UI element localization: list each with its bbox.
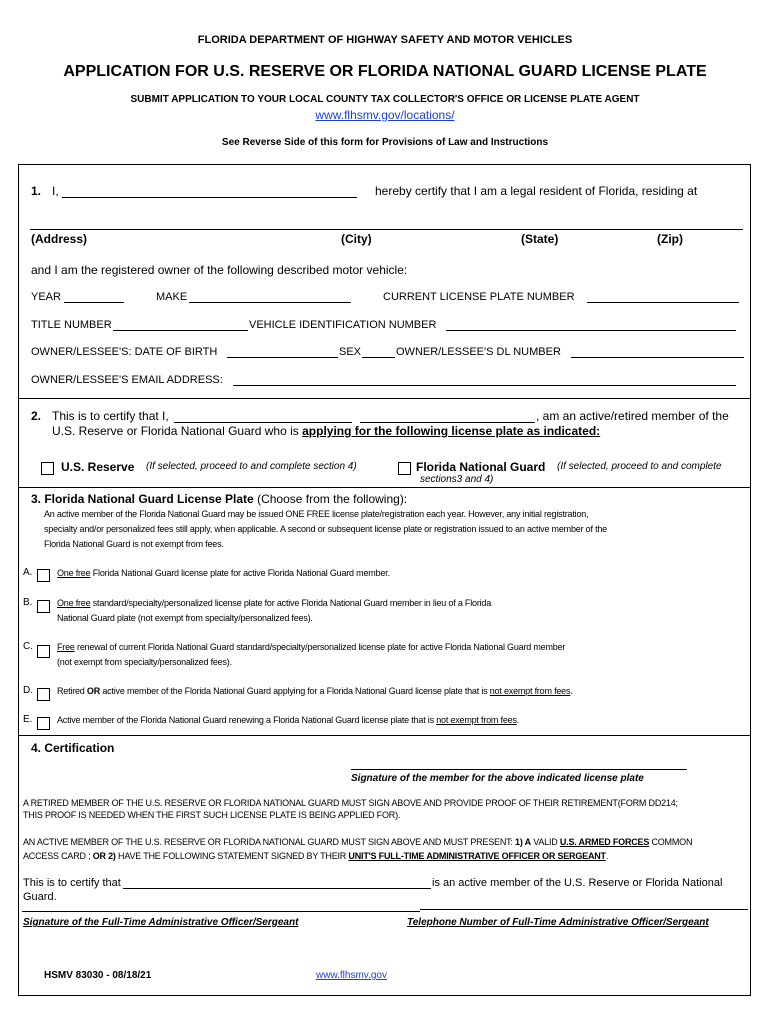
us-reserve-note: (If selected, proceed to and complete section 4) xyxy=(146,461,357,472)
current-plate-field[interactable] xyxy=(587,302,739,303)
section2-member-text: , am an active/retired member of the xyxy=(536,409,729,423)
residency-statement: hereby certify that I am a legal resident of Florida, residing at xyxy=(375,184,698,198)
option-a-checkbox[interactable] xyxy=(37,569,50,582)
section1-number: 1. xyxy=(31,184,42,198)
option-c-checkbox[interactable] xyxy=(37,645,50,658)
owner-statement: and I am the registered owner of the following described motor vehicle: xyxy=(31,263,408,277)
title-number-label: TITLE NUMBER xyxy=(31,319,112,331)
sex-label: SEX xyxy=(339,346,362,358)
fng-note-2: sections3 and 4) xyxy=(420,474,494,485)
title-number-field[interactable] xyxy=(113,330,248,331)
officer-signature-label: Signature of the Full-Time Administrative Officer/Sergeant xyxy=(23,917,299,928)
option-d-checkbox[interactable] xyxy=(37,688,50,701)
option-b-text-2: National Guard plate (not exempt from specialty/personalized fees). xyxy=(57,613,313,623)
option-b-letter: B. xyxy=(23,597,33,608)
dl-field[interactable] xyxy=(571,357,744,358)
dl-label: OWNER/LESSEE'S DL NUMBER xyxy=(396,346,561,358)
department-name: FLORIDA DEPARTMENT OF HIGHWAY SAFETY AND MOTOR VEHICLES xyxy=(197,34,573,46)
retired-instruction-1: A RETIRED MEMBER OF THE U.S. RESERVE OR FLORIDA NATIONAL GUARD MUST SIGN ABOVE AND PROVIDE PROOF OF THEIR RETIREMENT(FORM DD214; xyxy=(23,798,678,808)
member-signature-label: Signature of the member for the above indicated license plate xyxy=(351,773,644,784)
option-d-letter: D. xyxy=(23,685,33,696)
certified-member-field[interactable] xyxy=(123,888,431,889)
option-a-letter: A. xyxy=(23,567,33,578)
vin-label: VEHICLE IDENTIFICATION NUMBER xyxy=(249,319,437,331)
email-field[interactable] xyxy=(233,385,736,386)
us-reserve-label: U.S. Reserve xyxy=(61,460,135,474)
sex-field[interactable] xyxy=(362,357,395,358)
option-c-letter: C. xyxy=(23,641,33,652)
section3-heading: 3. Florida National Guard License Plate (Choose from the following): xyxy=(31,492,408,506)
section2-line2: U.S. Reserve or Florida National Guard who is applying for the following license plate as indicated: xyxy=(52,424,601,438)
active-instruction-1: AN ACTIVE MEMBER OF THE U.S. RESERVE OR FLORIDA NATIONAL GUARD MUST SIGN ABOVE AND MUST PRESENT: 1) A VALID U.S. ARMED FORCES COMMON xyxy=(23,837,693,847)
retired-instruction-2: THIS PROOF IS NEEDED WHEN THE FIRST SUCH LICENSE PLATE IS BEING APPLIED FOR). xyxy=(23,810,401,820)
fng-checkbox[interactable] xyxy=(398,462,411,475)
certify-label: This is to certify that xyxy=(23,877,121,889)
officer-telephone-field[interactable] xyxy=(420,909,748,910)
address-field[interactable] xyxy=(30,229,743,230)
current-plate-label: CURRENT LICENSE PLATE NUMBER xyxy=(383,291,575,303)
certify-statement: is an active member of the U.S. Reserve or Florida National xyxy=(432,877,723,889)
option-c-text-1: Free renewal of current Florida National Guard standard/specialty/personalized license plate for active Florida National Guard member xyxy=(57,642,566,652)
year-field[interactable] xyxy=(64,302,124,303)
address-label: (Address) xyxy=(31,232,88,246)
city-label: (City) xyxy=(341,232,372,246)
option-c-text-2: (not exempt from specialty/personalized fees). xyxy=(57,657,232,667)
section2-number: 2. xyxy=(31,409,42,423)
section3-intro-2: specialty and/or personalized fees still apply, when applicable. A second or subsequent license plate or registration issued to an active member of the xyxy=(44,524,607,534)
zip-label: (Zip) xyxy=(657,232,683,246)
form-title: APPLICATION FOR U.S. RESERVE OR FLORIDA NATIONAL GUARD LICENSE PLATE xyxy=(63,63,707,80)
make-label: MAKE xyxy=(156,291,188,303)
option-a-text: One free Florida National Guard license plate for active Florida National Guard member. xyxy=(57,568,390,578)
submit-instruction: SUBMIT APPLICATION TO YOUR LOCAL COUNTY TAX COLLECTOR'S OFFICE OR LICENSE PLATE AGENT xyxy=(130,94,640,105)
fng-note-1: (If selected, proceed to and complete xyxy=(557,461,722,472)
fng-label: Florida National Guard xyxy=(416,460,546,474)
option-b-text-1: One free standard/specialty/personalized license plate for active Florida National Guard member in lieu of a Florida xyxy=(57,598,492,608)
active-instruction-2: ACCESS CARD ; OR 2) HAVE THE FOLLOWING STATEMENT SIGNED BY THEIR UNIT'S FULL-TIME ADMINISTRATIVE OFFICER OR SERGEANT. xyxy=(23,851,609,861)
member-signature-field[interactable] xyxy=(351,769,687,770)
email-label: OWNER/LESSEE'S EMAIL ADDRESS: xyxy=(31,374,223,386)
option-e-text: Active member of the Florida National Guard renewing a Florida National Guard license plate that is not exempt from fees. xyxy=(57,715,520,725)
section-divider xyxy=(18,398,751,399)
option-e-checkbox[interactable] xyxy=(37,717,50,730)
vin-field[interactable] xyxy=(446,330,736,331)
section1-i-label: I, xyxy=(52,184,59,198)
make-field[interactable] xyxy=(189,302,351,303)
option-d-text: Retired OR active member of the Florida National Guard applying for a Florida National Guard license plate that is not exempt from fees. xyxy=(57,686,573,696)
flhsmv-link[interactable]: www.flhsmv.gov xyxy=(316,970,387,981)
section2-certify: This is to certify that I, xyxy=(52,409,169,423)
option-e-letter: E. xyxy=(23,714,33,725)
option-b-checkbox[interactable] xyxy=(37,600,50,613)
section4-heading: 4. Certification xyxy=(31,741,115,755)
section-divider xyxy=(18,735,751,736)
dob-label: OWNER/LESSEE'S: DATE OF BIRTH xyxy=(31,346,218,358)
section-divider xyxy=(18,487,751,488)
year-label: YEAR xyxy=(31,291,61,303)
section3-intro-3: Florida National Guard is not exempt from fees. xyxy=(44,539,224,549)
form-frame xyxy=(18,164,751,996)
section3-intro-1: An active member of the Florida National Guard may be issued ONE FREE license plate/registration each year. However, any initial registration, xyxy=(44,509,589,519)
guard-label: Guard. xyxy=(23,891,57,903)
member-name-field-2[interactable] xyxy=(360,422,535,423)
name-field[interactable] xyxy=(62,197,357,198)
state-label: (State) xyxy=(521,232,559,246)
locations-link[interactable]: www.flhsmv.gov/locations/ xyxy=(315,108,455,122)
officer-telephone-label: Telephone Number of Full-Time Administrative Officer/Sergeant xyxy=(407,917,709,928)
member-name-field-1[interactable] xyxy=(174,422,352,423)
officer-signature-field[interactable] xyxy=(22,911,420,912)
form-number: HSMV 83030 - 08/18/21 xyxy=(44,970,152,981)
us-reserve-checkbox[interactable] xyxy=(41,462,54,475)
dob-field[interactable] xyxy=(227,357,338,358)
reverse-note: See Reverse Side of this form for Provisions of Law and Instructions xyxy=(221,137,549,148)
